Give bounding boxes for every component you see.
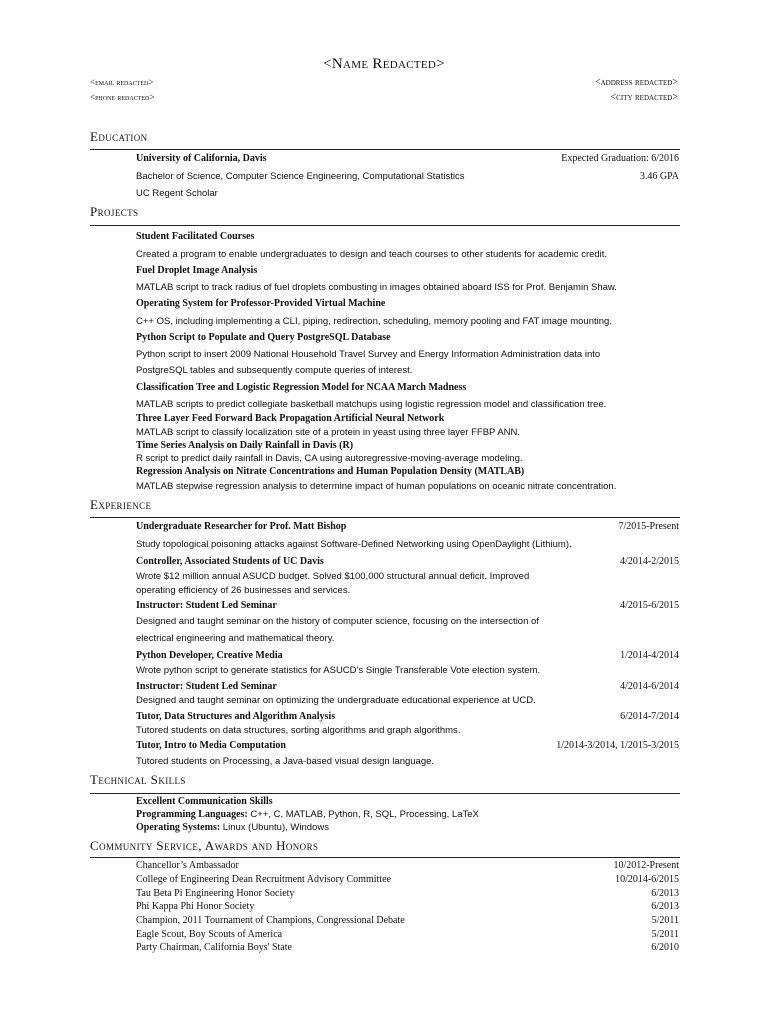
job-desc: Study topological poisoning attacks against Software-Defined Networking using OpenDaylight (Lithium). xyxy=(136,539,572,550)
job-title: Tutor, Intro to Media Computation xyxy=(136,740,286,751)
job-dates: 1/2014-4/2014 xyxy=(620,650,679,661)
project-desc: Python script to insert 2009 National Household Travel Survey and Energy Information Administration data into xyxy=(136,349,601,360)
honor-date: 6/2013 xyxy=(651,888,679,899)
project-title: Time Series Analysis on Daily Rainfall in Davis (R) xyxy=(136,440,354,451)
email: <email redacted> xyxy=(90,77,154,87)
honor-item: Champion, 2011 Tournament of Champions, Congressional Debate xyxy=(136,915,405,926)
job-title: Instructor: Student Led Seminar xyxy=(136,600,277,611)
project-title: Operating System for Professor-Provided Virtual Machine xyxy=(136,298,386,309)
job-dates: 7/2015-Present xyxy=(618,521,679,532)
job-desc-cont: electrical engineering and mathematical theory. xyxy=(136,633,335,644)
experience-heading: Experience xyxy=(90,497,152,512)
resume-name: <Name Redacted> xyxy=(323,56,445,72)
honor-date: 5/2011 xyxy=(651,915,679,926)
education-heading: Education xyxy=(90,129,148,144)
job-desc: Wrote python script to generate statistics for ASUCD’s Single Transferable Vote election system. xyxy=(136,665,541,676)
honor-date: 10/2012-Present xyxy=(613,860,679,871)
honor-item: Phi Kappa Phi Honor Society xyxy=(136,901,255,912)
skill-communication: Excellent Communication Skills xyxy=(136,796,273,807)
skill-languages xyxy=(136,809,679,821)
section-divider xyxy=(90,149,680,150)
skill-os-value: Linux (Ubuntu), Windows xyxy=(220,822,329,833)
project-title: Three Layer Feed Forward Back Propagation Artificial Neural Network xyxy=(136,413,445,424)
project-desc: MATLAB script to classify localization site of a protein in yeast using three layer FFBP ANN. xyxy=(136,427,521,438)
job-desc-cont: operating efficiency of 26 businesses and services. xyxy=(136,585,351,596)
project-desc: MATLAB scripts to predict collegiate basketball matchups using logistic regression model and classification tree. xyxy=(136,399,607,410)
job-title: Controller, Associated Students of UC Davis xyxy=(136,556,324,567)
project-desc: MATLAB stepwise regression analysis to determine impact of human populations on oceanic nitrate concentration. xyxy=(136,481,617,492)
project-title: Regression Analysis on Nitrate Concentrations and Human Population Density (MATLAB) xyxy=(136,466,525,477)
job-dates: 4/2014-6/2014 xyxy=(620,681,679,692)
honor: UC Regent Scholar xyxy=(136,188,218,199)
community-heading: Community Service, Awards and Honors xyxy=(90,838,319,853)
project-title: Python Script to Populate and Query PostgreSQL Database xyxy=(136,332,391,343)
project-desc: C++ OS, including implementing a CLI, piping, redirection, scheduling, memory pooling and FAT image mounting. xyxy=(136,316,612,327)
job-desc: Designed and taught seminar on the history of computer science, focusing on the intersection of xyxy=(136,616,539,627)
section-divider xyxy=(90,857,680,858)
project-title: Classification Tree and Logistic Regression Model for NCAA March Madness xyxy=(136,382,467,393)
job-title: Undergraduate Researcher for Prof. Matt Bishop xyxy=(136,521,347,532)
skill-os xyxy=(136,822,679,834)
job-title: Tutor, Data Structures and Algorithm Analysis xyxy=(136,711,336,722)
job-desc: Designed and taught seminar on optimizing the undergraduate educational experience at UCD. xyxy=(136,695,536,706)
honor-item: Eagle Scout, Boy Scouts of America xyxy=(136,929,283,940)
section-divider xyxy=(90,225,680,226)
skill-languages-value: C++, C, MATLAB, Python, R, SQL, Processing, LaTeX xyxy=(247,809,479,820)
honor-item: Party Chairman, California Boys' State xyxy=(136,942,292,953)
section-divider xyxy=(90,793,680,794)
projects-heading: Projects xyxy=(90,204,139,219)
honor-date: 5/2011 xyxy=(651,929,679,940)
skills-heading: Technical Skills xyxy=(90,772,186,787)
project-desc: MATLAB script to track radius of fuel droplets combusting in images obtained aboard ISS for Prof. Benjamin Shaw. xyxy=(136,282,617,293)
honor-date: 6/2010 xyxy=(651,942,679,953)
job-dates: 1/2014-3/2014, 1/2015-3/2015 xyxy=(556,740,679,751)
gpa: 3.46 GPA xyxy=(639,171,679,182)
job-dates: 4/2014-2/2015 xyxy=(620,556,679,567)
project-desc: Created a program to enable undergraduates to design and teach courses to other students for academic credit. xyxy=(136,249,608,260)
project-title: Student Facilitated Courses xyxy=(136,231,255,242)
job-title: Python Developer, Creative Media xyxy=(136,650,283,661)
job-desc: Tutored students on data structures, sorting algorithms and graph algorithms. xyxy=(136,725,461,736)
degree: Bachelor of Science, Computer Science Engineering, Computational Statistics xyxy=(136,171,465,182)
job-title: Instructor: Student Led Seminar xyxy=(136,681,277,692)
graduation-date: Expected Graduation: 6/2016 xyxy=(561,153,679,164)
honor-date: 6/2013 xyxy=(651,901,679,912)
honor-item: College of Engineering Dean Recruitment Advisory Committee xyxy=(136,874,391,885)
job-dates: 6/2014-7/2014 xyxy=(620,711,679,722)
school-name: University of California, Davis xyxy=(136,153,267,164)
job-desc: Tutored students on Processing, a Java-based visual design language. xyxy=(136,756,435,767)
skill-languages-label: Programming Languages: xyxy=(136,809,248,820)
city: <city redacted> xyxy=(610,92,678,103)
honor-date: 10/2014-6/2015 xyxy=(615,874,679,885)
phone: <phone redacted> xyxy=(90,92,155,102)
skill-os-label: Operating Systems: xyxy=(136,822,221,833)
project-desc-cont: PostgreSQL tables and subsequently compute queries of interest. xyxy=(136,365,413,376)
job-desc: Wrote $12 million annual ASUCD budget. Solved $100,000 structural annual deficit. Improved xyxy=(136,571,530,582)
address: <address redacted> xyxy=(594,77,678,88)
project-desc: R script to predict daily rainfall in Davis, CA using autoregressive-moving-average modeling. xyxy=(136,453,523,464)
section-divider xyxy=(90,517,680,518)
job-dates: 4/2015-6/2015 xyxy=(620,600,679,611)
honor-item: Chancellor’s Ambassador xyxy=(136,860,239,871)
honor-item: Tau Beta Pi Engineering Honor Society xyxy=(136,888,295,899)
project-title: Fuel Droplet Image Analysis xyxy=(136,265,258,276)
